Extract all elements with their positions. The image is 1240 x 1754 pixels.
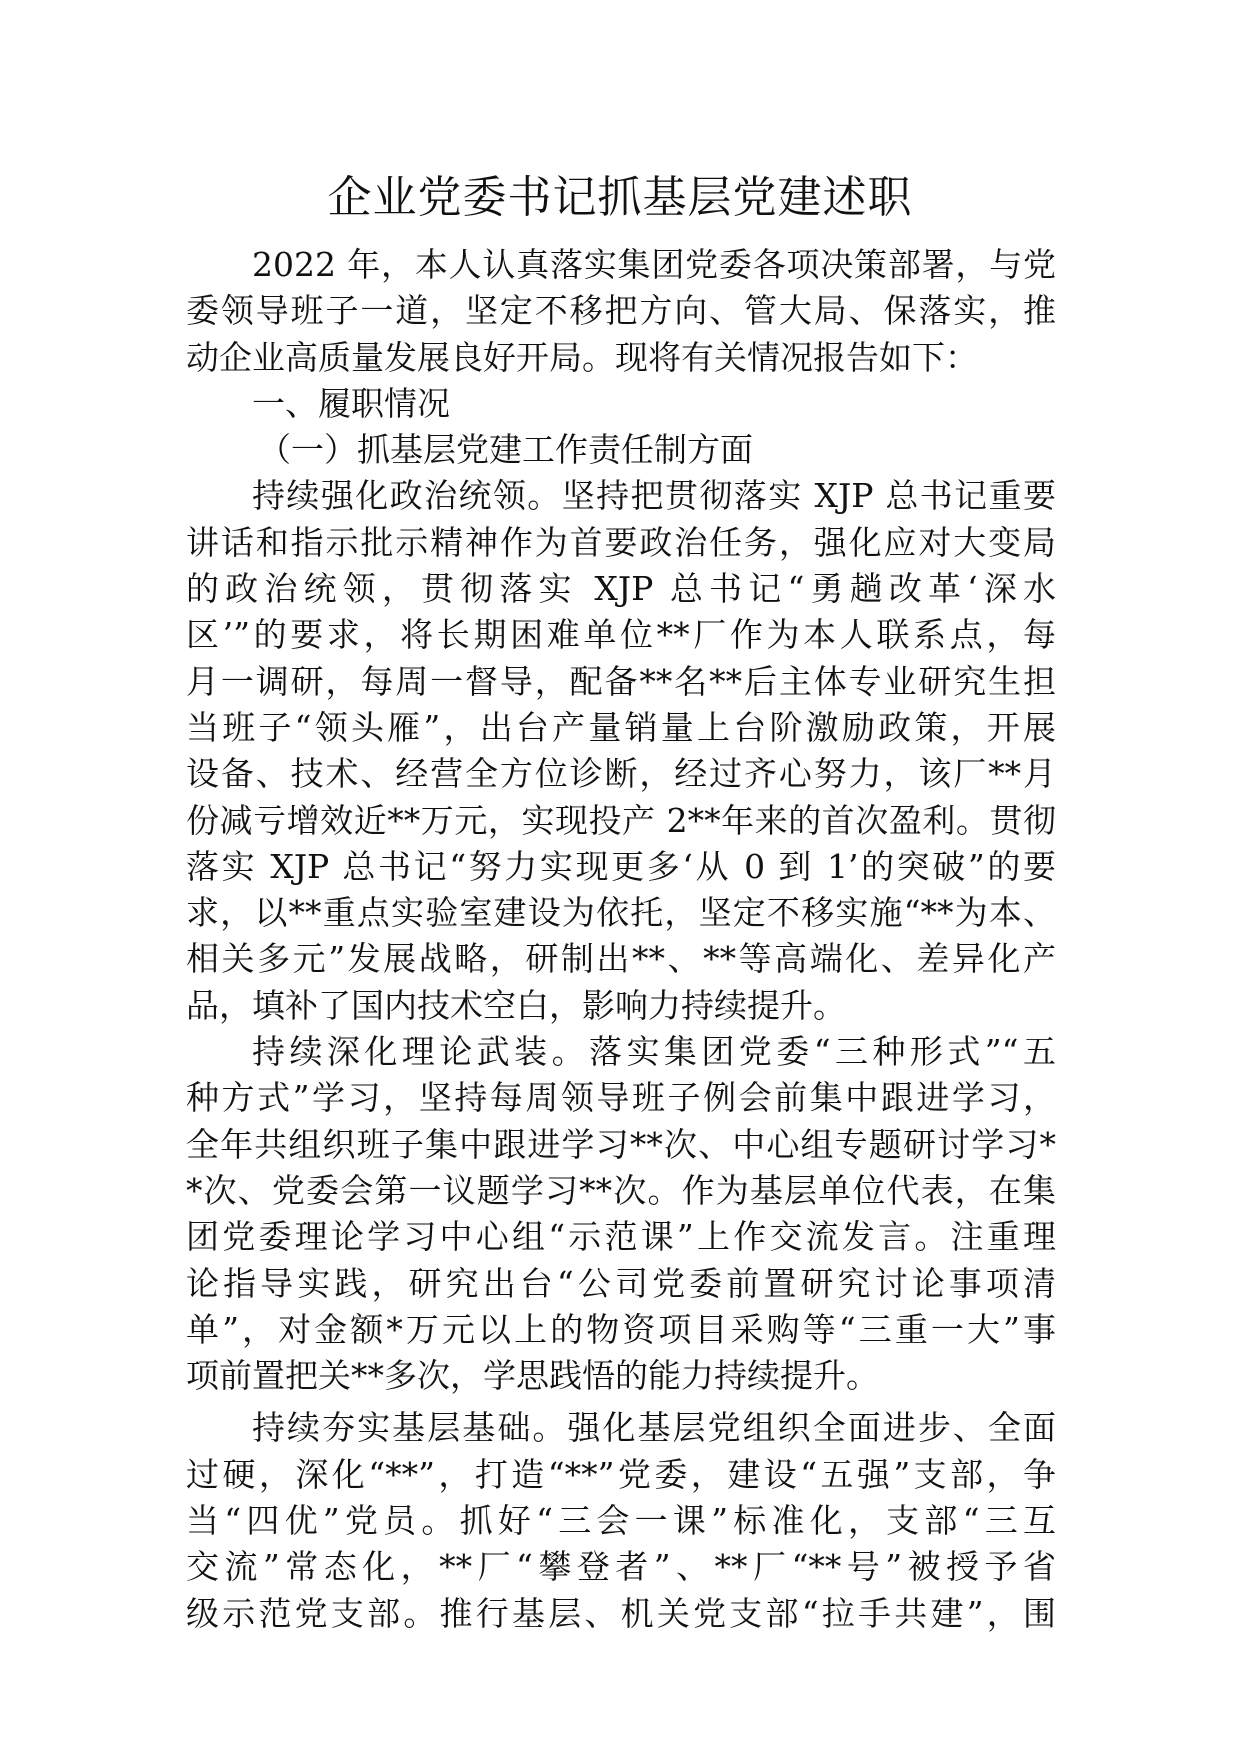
body-line: 种方式”学习，坚持每周领导班子例会前集中跟进学习， [186, 1078, 1056, 1118]
body-line: 全年共组织班子集中跟进学习**次、中心组专题研讨学习* [186, 1124, 1056, 1164]
body-line: 委领导班子一道，坚定不移把方向、管大局、保落实，推 [186, 291, 1056, 331]
body-line: 交流”常态化，**厂“攀登者”、**厂“**号”被授予省 [186, 1547, 1056, 1587]
body-line: 相关多元”发展战略，研制出**、**等高端化、差异化产 [186, 939, 1056, 979]
body-line: 份减亏增效近**万元，实现投产 2**年来的首次盈利。贯彻 [186, 800, 1056, 840]
body-line: 2022 年，本人认真落实集团党委各项决策部署，与党 [252, 245, 1056, 284]
document-title: 企业党委书记抓基层党建述职 [327, 172, 913, 223]
body-line: 项前置把关**多次，学思践悟的能力持续提升。 [186, 1356, 879, 1396]
body-line: 持续深化理论武装。落实集团党委“三种形式”“五 [252, 1032, 1056, 1072]
body-line: 单”，对金额*万元以上的物资项目采购等“三重一大”事 [186, 1309, 1056, 1349]
body-line: 持续强化政治统领。坚持把贯彻落实 XJP 总书记重要 [252, 476, 1056, 516]
body-line: 动企业高质量发展良好开局。现将有关情况报告如下： [186, 337, 978, 377]
body-line: 当“四优”党员。抓好“三会一课”标准化，支部“三互 [186, 1501, 1056, 1541]
body-line: 落实 XJP 总书记“努力实现更多‘从 0 到 1’的突破”的要 [186, 846, 1056, 886]
section-heading: 一、履职情况 [252, 383, 450, 423]
body-line: 讲话和指示批示精神作为首要政治任务，强化应对大变局 [186, 522, 1056, 562]
body-line: 级示范党支部。推行基层、机关党支部“拉手共建”，围 [186, 1593, 1056, 1633]
document-body [186, 242, 1056, 1637]
body-line: 的政治统领，贯彻落实 XJP 总书记“勇趟改革‘深水 [186, 569, 1056, 609]
body-line: 品，填补了国内技术空白，影响力持续提升。 [186, 985, 846, 1025]
body-line: 论指导实践，研究出台“公司党委前置研究讨论事项清 [186, 1263, 1056, 1303]
body-line: 当班子“领头雁”，出台产量销量上台阶激励政策，开展 [186, 707, 1056, 747]
body-line: *次、党委会第一议题学习**次。作为基层单位代表，在集 [186, 1170, 1056, 1210]
body-line: 设备、技术、经营全方位诊断，经过齐心努力，该厂**月 [186, 754, 1056, 794]
body-line: 求，以**重点实验室建设为依托，坚定不移实施“**为本、 [186, 893, 1056, 933]
subsection-heading: （一）抓基层党建工作责任制方面 [258, 430, 753, 470]
body-line: 区’”的要求，将长期困难单位**厂作为本人联系点，每 [186, 615, 1056, 655]
body-line: 月一调研，每周一督导，配备**名**后主体专业研究生担 [186, 661, 1056, 701]
body-line: 团党委理论学习中心组“示范课”上作交流发言。注重理 [186, 1217, 1056, 1257]
body-line: 过硬，深化“**”，打造“**”党委，建设“五强”支部，争 [186, 1454, 1056, 1494]
body-line: 持续夯实基层基础。强化基层党组织全面进步、全面 [252, 1408, 1056, 1448]
